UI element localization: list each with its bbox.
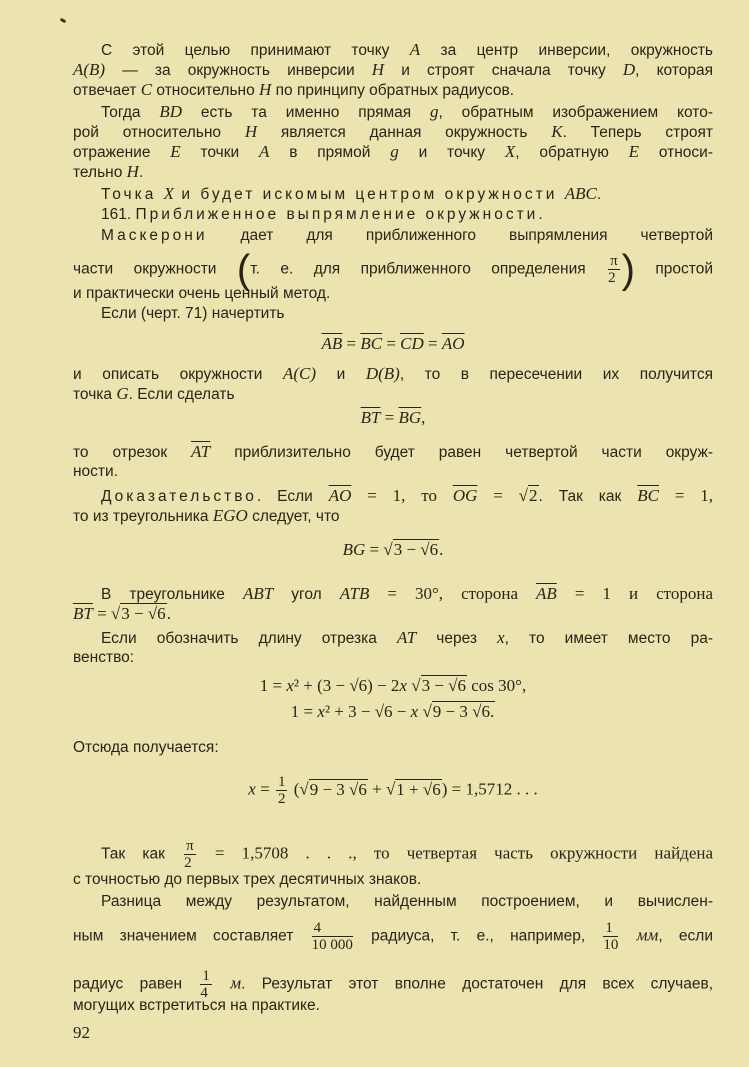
fraction: $\frac{\pi}{2}$ bbox=[184, 838, 194, 871]
text-line: радиус равен $\frac{1}{4}$ м. Результат этот вполне достаточен для всех случаев, bbox=[73, 968, 713, 1001]
text-line: рой относительно H является данная окружность K. Теперь строят bbox=[73, 122, 713, 141]
fraction: $\frac{4}{10 000}$ bbox=[311, 920, 353, 953]
fraction: $\frac{1}{2}$ bbox=[277, 774, 286, 807]
text-line: Доказательство. Если $\overline{AO} = 1$, то $\overline{OG} = √2$. Так как $\overline{BC} = 1$, bbox=[101, 486, 714, 505]
equation: 1 = x² + 3 − √6 − x √9 − 3 √6. bbox=[290, 702, 495, 721]
fraction: $\frac{1}{4}$ bbox=[200, 968, 210, 1001]
print-speck bbox=[60, 18, 67, 24]
text-line: Маскерони дает для приближенного выпрямления четвертой bbox=[101, 227, 713, 244]
text-line: Точка X и будет искомым центром окружности ABC. bbox=[101, 184, 602, 203]
page-number: 92 bbox=[73, 1023, 90, 1042]
text-line: ным значением составляет $\frac{4}{10 000}$ радиуса, т. е., например, $\frac{1}{10}$ мм, если bbox=[73, 920, 713, 953]
text-line: венство: bbox=[73, 649, 135, 666]
text-line: точка G. Если сделать bbox=[73, 384, 235, 403]
text-line: Разница между результатом, найденным построением, и вычислен- bbox=[101, 893, 713, 910]
equation: 1 = x² + (3 − √6) − 2x √3 − √6 cos 30°, bbox=[259, 676, 527, 695]
text-line: части окружности (т. е. для приближенного определения $\frac{\pi}{2}$ ) простой bbox=[73, 247, 713, 292]
text-line: с точностью до первых трех десятичных знаков. bbox=[73, 871, 422, 888]
text-line: $\overline{BT} = √3 - √6$. bbox=[73, 604, 171, 623]
fraction: $\frac{\pi}{2}$ bbox=[608, 253, 618, 286]
text-line: отражение E точки A в прямой g и точку X, обратную E относи- bbox=[73, 142, 713, 161]
text-line: Тогда BD есть та именно прямая g, обратным изображением кото- bbox=[101, 102, 713, 121]
text-line: В треугольнике ABT угол ATB = 30°, сторона $\overline{AB} = 1$ и сторона bbox=[101, 584, 714, 603]
text-line: могущих встретиться на практике. bbox=[73, 997, 320, 1014]
text-line: С этой целью принимают точку A за центр инверсии, окружность bbox=[101, 40, 713, 59]
text-line: Отсюда получается: bbox=[73, 739, 219, 756]
text-line: тельно H. bbox=[73, 162, 144, 181]
equation: BG = √3 − √6. bbox=[342, 540, 444, 559]
text-line: то отрезок $\overline{AT}$ приблизительно будет равен четвертой части окруж- bbox=[73, 442, 713, 461]
text-line: ности. bbox=[73, 463, 118, 480]
section-heading: 161. Приближенное выпрямление окружности. bbox=[101, 206, 546, 223]
fraction: $\frac{1}{10}$ bbox=[603, 920, 619, 953]
text-line: и практически очень ценный метод. bbox=[73, 285, 331, 302]
text-line: A(B) — за окружность инверсии H и строят сначала точку D, которая bbox=[73, 60, 714, 79]
text-line: Если (черт. 71) начертить bbox=[101, 305, 285, 322]
text-line: отвечает C относительно H по принципу обратных радиусов. bbox=[73, 80, 515, 99]
text-line: Если обозначить длину отрезка AT через x, то имеет место ра- bbox=[101, 628, 713, 647]
text-line: то из треугольника EGO следует, что bbox=[73, 506, 340, 525]
equation: $\overline{AB} = \overline{BC} = \overline{CD} = \overline{AO}$ bbox=[321, 334, 465, 353]
text-line: и описать окружности A(C) и D(B), то в пересечении их получится bbox=[73, 364, 713, 383]
equation: $\overline{BT} = \overline{BG}$, bbox=[360, 408, 426, 427]
text-line: Так как $\frac{\pi}{2}$ = 1,5708 . . ., то четвертая часть окружности найдена bbox=[101, 838, 714, 871]
equation: x = $\frac{1}{2}$ (√9 − 3 √6 + √1 + √6) = 1,5712 . . . bbox=[248, 774, 538, 807]
